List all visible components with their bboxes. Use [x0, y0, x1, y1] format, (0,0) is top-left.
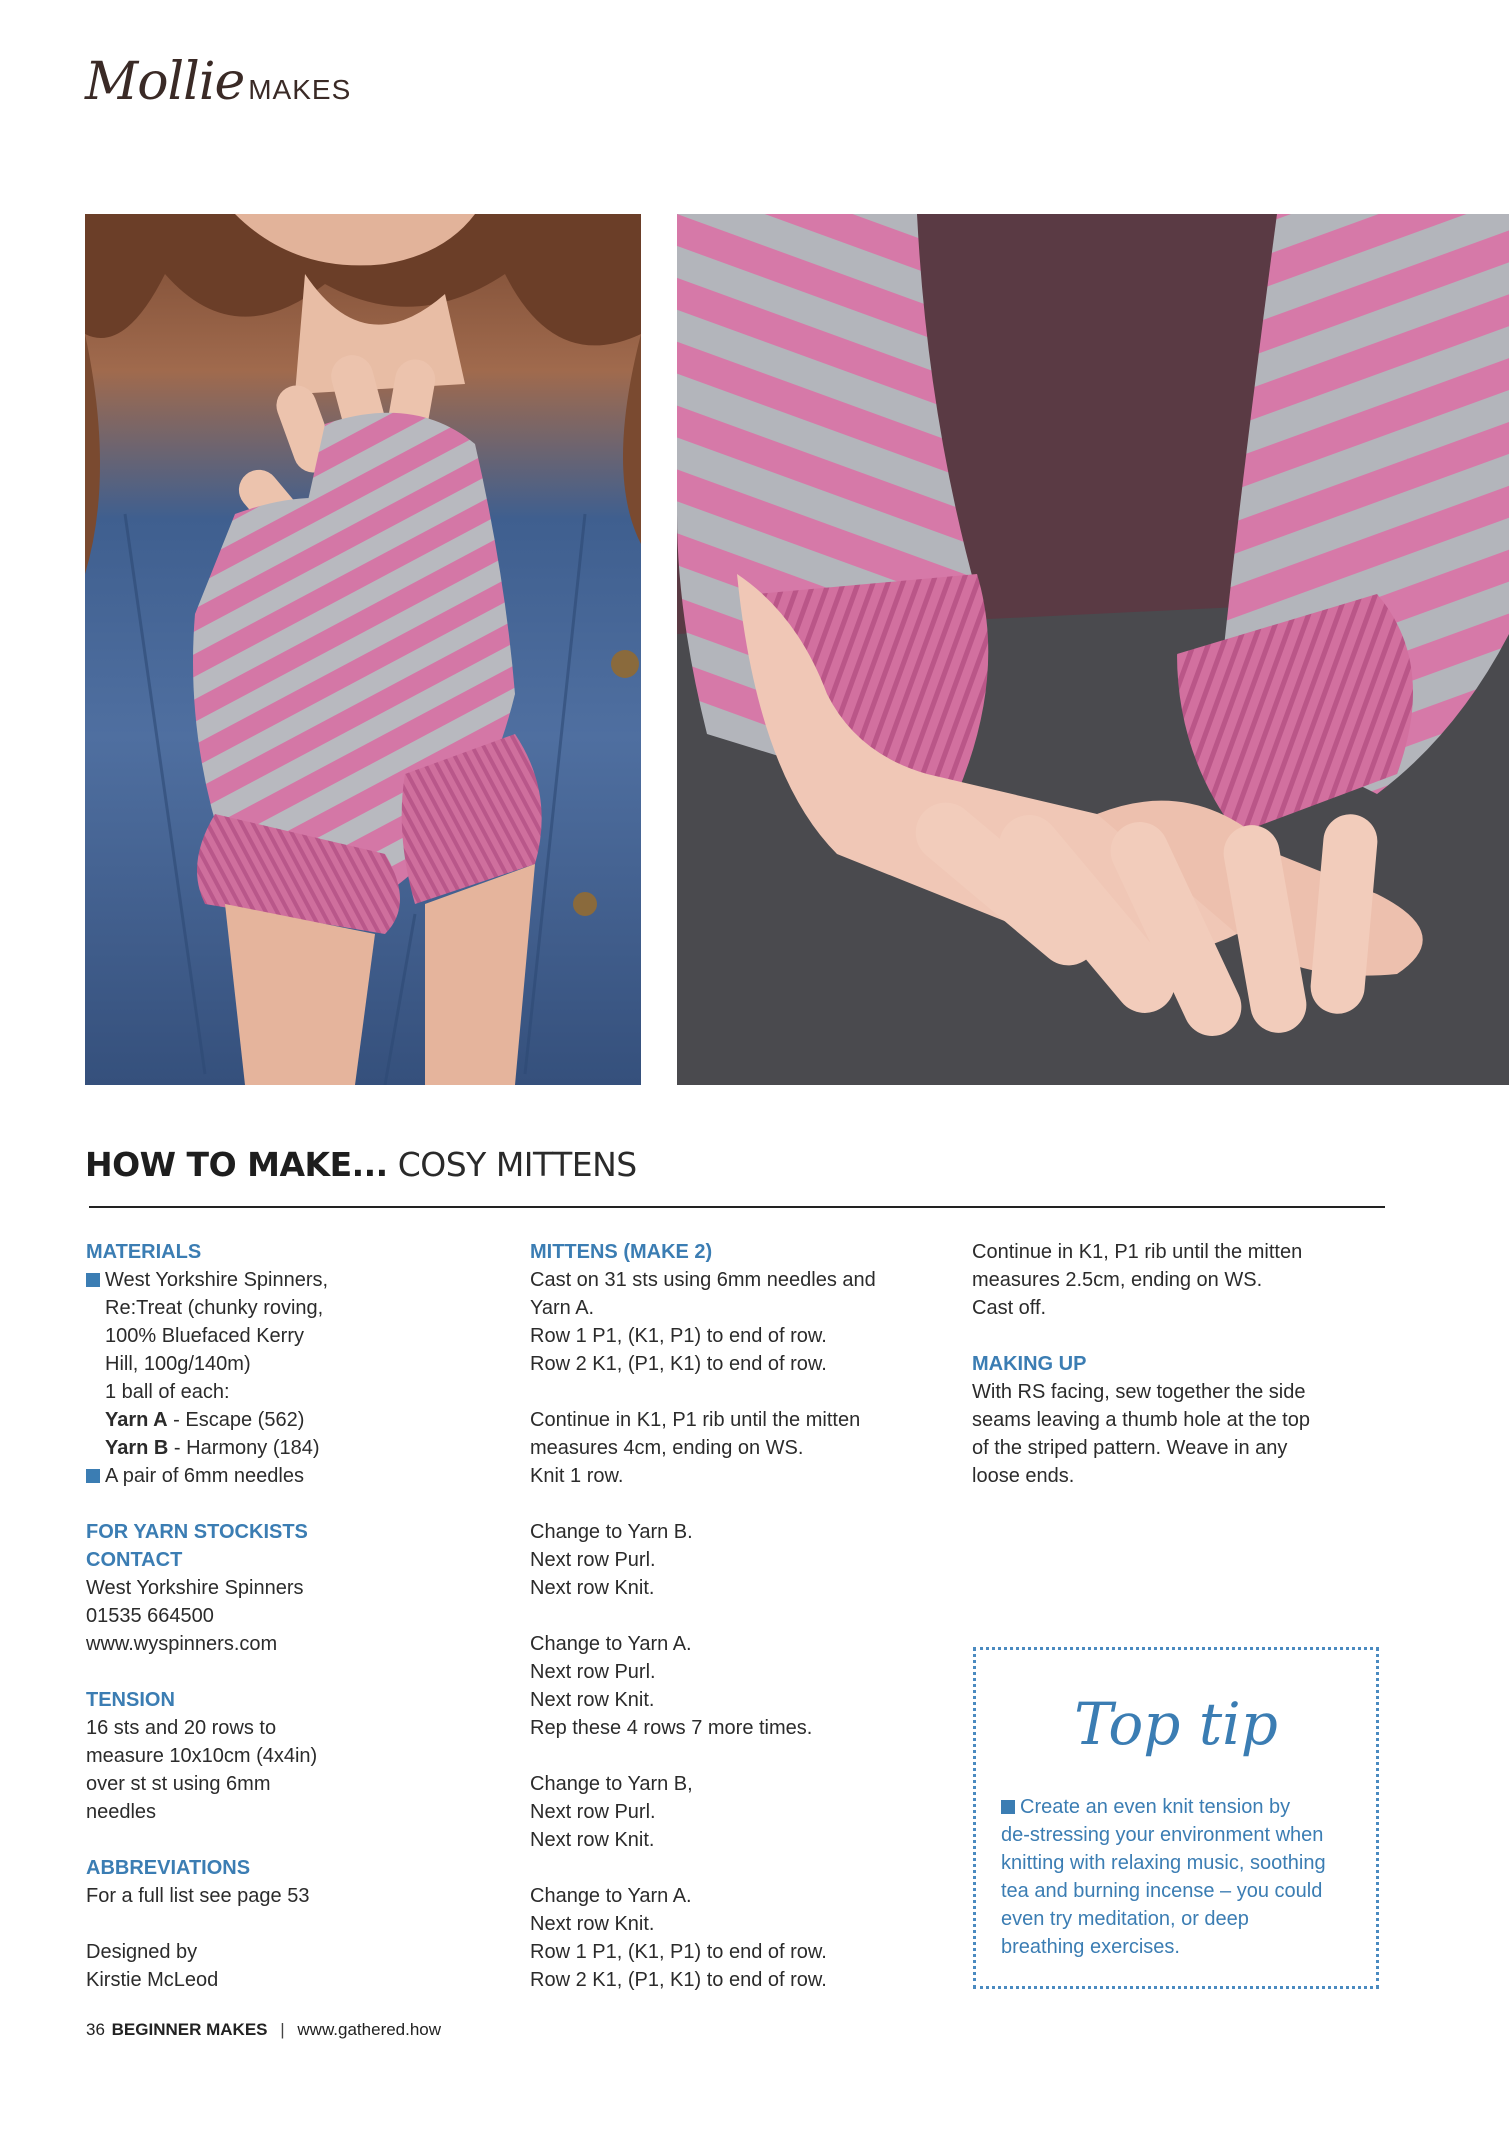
- pattern-line: Next row Knit.: [530, 1577, 655, 1599]
- top-tip-box: [973, 1647, 1379, 1989]
- pattern-line: Row 1 P1, (K1, P1) to end of row.: [530, 1941, 827, 1963]
- mittens-photo-hands-on-chest: [85, 214, 641, 1085]
- stockists-heading-2: CONTACT: [86, 1549, 183, 1571]
- tension-line: over st st using 6mm: [86, 1773, 271, 1795]
- top-tip-title: Top tip: [1074, 1690, 1278, 1758]
- tip-line: even try meditation, or deep: [1001, 1908, 1249, 1930]
- pattern-line: Change to Yarn A.: [530, 1885, 692, 1907]
- tip-line: de-stressing your environment when: [1001, 1824, 1324, 1846]
- column-materials: [86, 1238, 486, 1994]
- tension-heading: TENSION: [86, 1689, 175, 1711]
- designer-credit: Designed by: [86, 1941, 198, 1963]
- brand-logo-script: Mollie: [85, 52, 245, 112]
- brand-logo: [85, 52, 351, 112]
- square-bullet-icon: [86, 1273, 100, 1287]
- tip-line: [1001, 1793, 1371, 1821]
- stockist-website: www.wyspinners.com: [86, 1633, 278, 1655]
- pattern-line: Next row Purl.: [530, 1549, 656, 1571]
- tip-line: knitting with relaxing music, soothing: [1001, 1852, 1326, 1874]
- pattern-line: Cast on 31 sts using 6mm needles and: [530, 1269, 876, 1291]
- mittens-heading: MITTENS (MAKE 2): [530, 1241, 713, 1263]
- materials-item-needles: [86, 1462, 486, 1490]
- pattern-line: Next row Knit.: [530, 1829, 655, 1851]
- materials-heading: MATERIALS: [86, 1241, 202, 1263]
- making-up-line: seams leaving a thumb hole at the top: [972, 1409, 1310, 1431]
- tension-line: measure 10x10cm (4x4in): [86, 1745, 318, 1767]
- abbreviations-text: For a full list see page 53: [86, 1885, 310, 1907]
- pattern-line: Row 1 P1, (K1, P1) to end of row.: [530, 1325, 827, 1347]
- yarn-a-value: - Escape (562): [167, 1409, 305, 1431]
- square-bullet-icon: [1001, 1800, 1015, 1814]
- pattern-line: Next row Purl.: [530, 1661, 656, 1683]
- materials-yarn-line: West Yorkshire Spinners,: [105, 1269, 329, 1291]
- yarn-a-label: Yarn A: [105, 1409, 168, 1431]
- pattern-line: Change to Yarn B.: [530, 1521, 693, 1543]
- pattern-line: Cast off.: [972, 1297, 1047, 1319]
- title-divider: [89, 1206, 1385, 1208]
- pattern-line: Change to Yarn B,: [530, 1773, 693, 1795]
- pattern-line: Next row Knit.: [530, 1689, 655, 1711]
- square-bullet-icon: [86, 1469, 100, 1483]
- brand-logo-makes: MAKES: [248, 74, 352, 105]
- pattern-line: Knit 1 row.: [530, 1465, 624, 1487]
- making-up-line: of the striped pattern. Weave in any: [972, 1437, 1288, 1459]
- tip-line-text: Create an even knit tension by: [1020, 1796, 1291, 1818]
- tension-line: 16 sts and 20 rows to: [86, 1717, 277, 1739]
- pattern-line: measures 4cm, ending on WS.: [530, 1437, 804, 1459]
- pattern-line: Rep these 4 rows 7 more times.: [530, 1717, 813, 1739]
- designer-name: Kirstie McLeod: [86, 1969, 219, 1991]
- stockist-phone: 01535 664500: [86, 1605, 214, 1627]
- tension-line: needles: [86, 1801, 157, 1823]
- materials-yarn-b: [86, 1434, 486, 1462]
- making-up-heading: MAKING UP: [972, 1353, 1087, 1375]
- footer-url: www.gathered.how: [297, 2020, 442, 2039]
- footer-section: BEGINNER MAKES: [111, 2020, 268, 2039]
- page-title: [85, 1145, 637, 1184]
- pattern-line: measures 2.5cm, ending on WS.: [972, 1269, 1263, 1291]
- materials-item-yarn: [86, 1266, 486, 1294]
- yarn-b-label: Yarn B: [105, 1437, 169, 1459]
- stockists-heading: FOR YARN STOCKISTS: [86, 1521, 308, 1543]
- mittens-photo-palms-up: [677, 214, 1509, 1085]
- making-up-line: With RS facing, sew together the side: [972, 1381, 1306, 1403]
- materials-needles-line: A pair of 6mm needles: [105, 1465, 304, 1487]
- stockist-name: West Yorkshire Spinners: [86, 1577, 304, 1599]
- tip-line: tea and burning incense – you could: [1001, 1880, 1323, 1902]
- pattern-line: Continue in K1, P1 rib until the mitten: [530, 1409, 861, 1431]
- column-mittens-pattern: [530, 1238, 950, 1994]
- materials-yarn-line: 1 ball of each:: [105, 1381, 230, 1403]
- materials-yarn-line: 100% Bluefaced Kerry: [105, 1325, 305, 1347]
- pattern-line: Row 2 K1, (P1, K1) to end of row.: [530, 1353, 827, 1375]
- top-tip-text: [1001, 1793, 1371, 1961]
- pattern-line: Yarn A.: [530, 1297, 595, 1319]
- pattern-line: Row 2 K1, (P1, K1) to end of row.: [530, 1969, 827, 1991]
- pattern-line: Next row Purl.: [530, 1801, 656, 1823]
- pattern-line: Continue in K1, P1 rib until the mitten: [972, 1241, 1303, 1263]
- materials-yarn-a: [86, 1406, 486, 1434]
- abbreviations-heading: ABBREVIATIONS: [86, 1857, 251, 1879]
- pattern-line: Next row Knit.: [530, 1913, 655, 1935]
- making-up-line: loose ends.: [972, 1465, 1075, 1487]
- yarn-b-value: - Harmony (184): [168, 1437, 320, 1459]
- column-finishing: [972, 1238, 1372, 1490]
- materials-yarn-line: Hill, 100g/140m): [105, 1353, 251, 1375]
- page-footer: [86, 2020, 441, 2040]
- footer-separator: |: [280, 2020, 285, 2039]
- tip-line: breathing exercises.: [1001, 1936, 1180, 1958]
- page-number: 36: [86, 2020, 105, 2039]
- pattern-line: Change to Yarn A.: [530, 1633, 692, 1655]
- page-title-project: COSY MITTENS: [397, 1145, 637, 1184]
- page-title-prefix: HOW TO MAKE...: [85, 1145, 388, 1184]
- materials-yarn-line: Re:Treat (chunky roving,: [105, 1297, 324, 1319]
